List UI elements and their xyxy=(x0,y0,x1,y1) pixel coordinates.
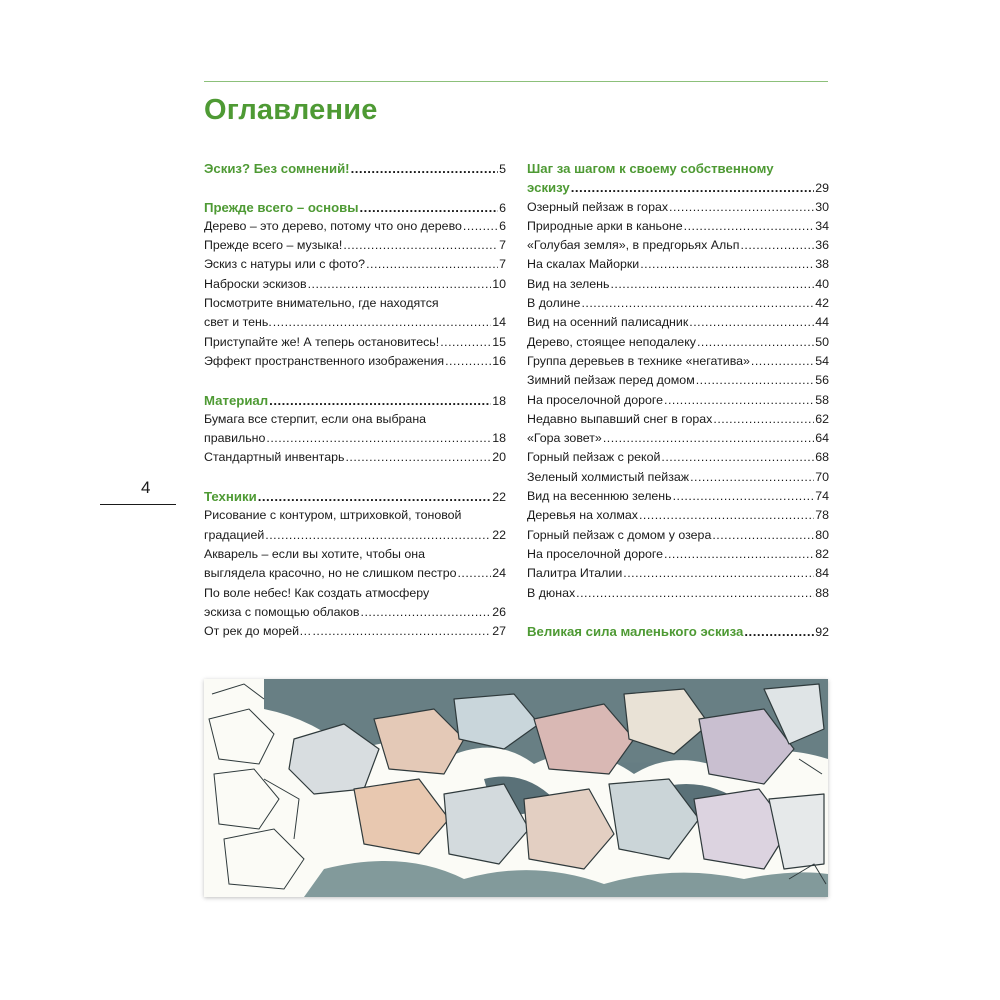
toc-entry xyxy=(204,448,506,467)
dot-leader xyxy=(744,622,814,641)
toc-entry-title: Стандартный инвентарь xyxy=(204,450,345,465)
toc-entry xyxy=(527,410,829,429)
toc-entry-title: Материал xyxy=(204,392,269,408)
toc-entry xyxy=(527,506,829,525)
dot-leader xyxy=(440,333,491,352)
dot-leader xyxy=(697,333,814,352)
toc-entry-page: 7 xyxy=(499,257,506,272)
toc-entry-title: На скалах Майорки xyxy=(527,257,640,272)
toc-entry-title: Природные арки в каньоне xyxy=(527,218,683,233)
dot-leader xyxy=(669,198,814,217)
toc-entry-page: 78 xyxy=(815,508,829,523)
toc-entry-page: 26 xyxy=(492,604,506,619)
toc-entry xyxy=(527,294,829,313)
toc-entry-page: 36 xyxy=(815,238,829,253)
toc-entry-page: 18 xyxy=(492,431,506,446)
toc-entry xyxy=(204,603,506,622)
toc-entry-title: Вид на осенний палисадник xyxy=(527,315,689,330)
toc-entry-page: 30 xyxy=(815,199,829,214)
toc-section xyxy=(204,198,506,217)
toc-entry xyxy=(527,255,829,274)
toc-entry-title: Горный пейзаж с рекой xyxy=(527,450,661,465)
toc-entry xyxy=(204,352,506,371)
dot-leader xyxy=(673,487,815,506)
toc-entry-page: 56 xyxy=(815,373,829,388)
toc-entry-page: 74 xyxy=(815,489,829,504)
toc-entry-title: Прежде всего – основы xyxy=(204,199,359,215)
toc-entry xyxy=(527,236,829,255)
dot-leader xyxy=(366,255,498,274)
toc-entry xyxy=(527,526,829,545)
toc-entry-page: 16 xyxy=(492,353,506,368)
toc-entry-page: 34 xyxy=(815,218,829,233)
toc-entry-title: Деревья на холмах xyxy=(527,508,638,523)
toc-entry xyxy=(527,352,829,371)
dot-leader xyxy=(351,159,499,178)
toc-entry-page: 80 xyxy=(815,527,829,542)
toc-gap xyxy=(204,178,506,197)
dot-leader xyxy=(343,236,498,255)
toc-entry-title: На проселочной дороге xyxy=(527,546,664,561)
toc-entry xyxy=(204,217,506,236)
toc-gap xyxy=(527,603,829,622)
dot-leader xyxy=(457,564,491,583)
toc-entry xyxy=(204,333,506,352)
toc-entry-page: 27 xyxy=(492,624,506,639)
rocks-sketch-graphic xyxy=(204,679,828,897)
dot-leader xyxy=(269,391,491,410)
dot-leader xyxy=(740,236,814,255)
toc-entry-page: 5 xyxy=(499,162,506,176)
dot-leader xyxy=(603,429,814,448)
toc-entry-title: Техники xyxy=(204,489,257,505)
toc-entry-page: 62 xyxy=(815,411,829,426)
toc-entry-page: 68 xyxy=(815,450,829,465)
toc-entry-page: 22 xyxy=(492,490,506,505)
toc-section-title: Шаг за шагом к своему собственному xyxy=(527,161,774,176)
dot-leader xyxy=(273,313,491,332)
toc-entry-title: градацией xyxy=(204,527,265,542)
dot-leader xyxy=(661,448,814,467)
top-rule xyxy=(204,81,828,82)
dot-leader xyxy=(712,526,814,545)
dot-leader xyxy=(751,352,814,371)
toc-entry xyxy=(527,333,829,352)
toc-entry xyxy=(204,255,506,274)
toc-entry-title: «Голубая земля», в предгорьях Альп xyxy=(527,238,740,253)
toc-entry-title: свет и тень. xyxy=(204,315,272,330)
dot-leader xyxy=(571,178,814,197)
toc-section xyxy=(527,178,829,197)
toc-entry-title: Вид на весеннюю зелень xyxy=(527,489,672,504)
dot-leader xyxy=(463,217,498,236)
toc-entry-title: На проселочной дороге xyxy=(527,392,664,407)
toc-entry-title: Дерево, стоящее неподалеку xyxy=(527,334,696,349)
toc-entry-page: 64 xyxy=(815,431,829,446)
dot-leader xyxy=(361,603,492,622)
toc-entry-title: Недавно выпавший снег в горах xyxy=(527,411,713,426)
dot-leader xyxy=(610,275,814,294)
toc-entry xyxy=(527,545,829,564)
toc-entry-page: 22 xyxy=(492,527,506,542)
toc-entry-page: 6 xyxy=(499,200,506,215)
toc-entry-page: 42 xyxy=(815,296,829,311)
toc-entry-title: Зеленый холмистый пейзаж xyxy=(527,469,690,484)
dot-leader xyxy=(684,217,815,236)
dot-leader xyxy=(266,429,491,448)
dot-leader xyxy=(576,584,814,603)
toc-entry-line: По воле небес! Как создать атмосферу xyxy=(204,585,430,600)
toc-entry xyxy=(527,429,829,448)
toc-entry-page: 44 xyxy=(815,315,829,330)
toc-entry xyxy=(204,429,506,448)
dot-leader xyxy=(581,294,814,313)
dot-leader xyxy=(345,448,491,467)
toc-section xyxy=(527,622,829,641)
toc-entry-title: эскизу xyxy=(527,180,570,196)
toc-entry-line: Бумага все стерпит, если она выбрана xyxy=(204,411,427,426)
toc-entry-page: 20 xyxy=(492,450,506,465)
toc-entry-title: От рек до морей… xyxy=(204,624,312,639)
toc-entry xyxy=(204,564,506,583)
toc-entry-page: 6 xyxy=(499,218,506,233)
page-number: 4 xyxy=(141,478,151,497)
dot-leader xyxy=(445,352,491,371)
toc-entry-page: 38 xyxy=(815,257,829,272)
toc-entry-page: 18 xyxy=(492,393,506,408)
toc-entry-title: Дерево – это дерево, потому что оно дерево xyxy=(204,218,462,233)
toc-entry-title: правильно xyxy=(204,431,266,446)
toc-entry-title: В долине xyxy=(527,296,581,311)
toc-entry-title: Великая сила маленького эскиза xyxy=(527,624,744,640)
toc-entry-line: Акварель – если вы хотите, чтобы она xyxy=(204,546,425,561)
toc-entry-page: 84 xyxy=(815,566,829,581)
toc-entry-title: В дюнах xyxy=(527,585,576,600)
dot-leader xyxy=(258,487,492,506)
toc-entry xyxy=(527,217,829,236)
toc-entry-title: Горный пейзаж с домом у озера xyxy=(527,527,712,542)
toc-entry-title: Прежде всего – музыка! xyxy=(204,238,343,253)
toc-entry-title: эскиза с помощью облаков xyxy=(204,604,360,619)
toc-entry xyxy=(527,198,829,217)
toc-entry-page: 58 xyxy=(815,392,829,407)
page-number-rule xyxy=(100,504,176,505)
toc-entry xyxy=(527,313,829,332)
toc-entry-title: выглядела красочно, но не слишком пестро xyxy=(204,566,457,581)
toc-left-column xyxy=(204,159,506,641)
toc-entry xyxy=(527,275,829,294)
toc-section xyxy=(204,159,506,178)
toc-entry-page: 14 xyxy=(492,315,506,330)
toc-entry-title: Эскиз? Без сомнений! xyxy=(204,161,350,176)
toc-entry xyxy=(527,371,829,390)
dot-leader xyxy=(696,371,814,390)
toc-entry xyxy=(527,448,829,467)
dot-leader xyxy=(713,410,814,429)
dot-leader xyxy=(640,255,814,274)
toc-entry-page: 50 xyxy=(815,334,829,349)
toc-entry xyxy=(527,584,829,603)
toc-gap xyxy=(204,468,506,487)
dot-leader xyxy=(360,198,499,217)
toc-entry-title: Палитра Италии xyxy=(527,566,623,581)
toc-entry xyxy=(204,526,506,545)
watercolor-rocks-illustration xyxy=(204,679,828,897)
toc-entry-title: Группа деревьев в технике «негатива» xyxy=(527,353,750,368)
dot-leader xyxy=(690,468,814,487)
toc-section xyxy=(204,487,506,506)
dot-leader xyxy=(623,564,814,583)
toc-entry xyxy=(527,391,829,410)
toc-entry-page: 88 xyxy=(815,585,829,600)
dot-leader xyxy=(664,545,814,564)
toc-gap xyxy=(204,371,506,390)
toc-entry-page: 10 xyxy=(492,276,506,291)
toc-entry xyxy=(527,564,829,583)
toc-entry-page: 29 xyxy=(815,181,829,196)
toc-entry-page: 82 xyxy=(815,546,829,561)
toc-entry-title: Наброски эскизов xyxy=(204,276,307,291)
dot-leader xyxy=(308,275,492,294)
toc-entry xyxy=(204,236,506,255)
page-title: Оглавление xyxy=(204,94,378,126)
toc-entry-page: 70 xyxy=(815,469,829,484)
toc-entry xyxy=(204,275,506,294)
toc-entry-line: Рисование с контуром, штриховкой, тоновой xyxy=(204,508,462,523)
toc-entry-page: 15 xyxy=(492,334,506,349)
dot-leader xyxy=(689,313,814,332)
toc-entry-title: Вид на зелень xyxy=(527,276,610,291)
toc-entry xyxy=(204,313,506,332)
toc-entry-page: 40 xyxy=(815,276,829,291)
toc-entry-title: Эффект пространственного изображения xyxy=(204,353,445,368)
toc-entry xyxy=(527,487,829,506)
toc-right-column xyxy=(527,159,829,641)
toc-entry-page: 54 xyxy=(815,353,829,368)
toc-entry-title: Зимний пейзаж перед домом xyxy=(527,373,695,388)
toc-entry-page: 92 xyxy=(815,625,829,640)
toc-entry-title: Эскиз с натуры или с фото? xyxy=(204,257,366,272)
toc-entry-page: 24 xyxy=(492,566,506,581)
toc-section xyxy=(204,391,506,410)
dot-leader xyxy=(664,391,814,410)
toc-entry-title: Приступайте же! А теперь остановитесь! xyxy=(204,334,440,349)
toc-entry-title: Озерный пейзаж в горах xyxy=(527,199,669,214)
toc-entry-line: Посмотрите внимательно, где находятся xyxy=(204,296,439,311)
toc-entry xyxy=(527,468,829,487)
toc-entry-page: 7 xyxy=(499,238,506,253)
dot-leader xyxy=(639,506,814,525)
dot-leader xyxy=(312,622,491,641)
toc-entry-title: «Гора зовет» xyxy=(527,431,602,446)
toc-entry xyxy=(204,622,506,641)
dot-leader xyxy=(265,526,491,545)
